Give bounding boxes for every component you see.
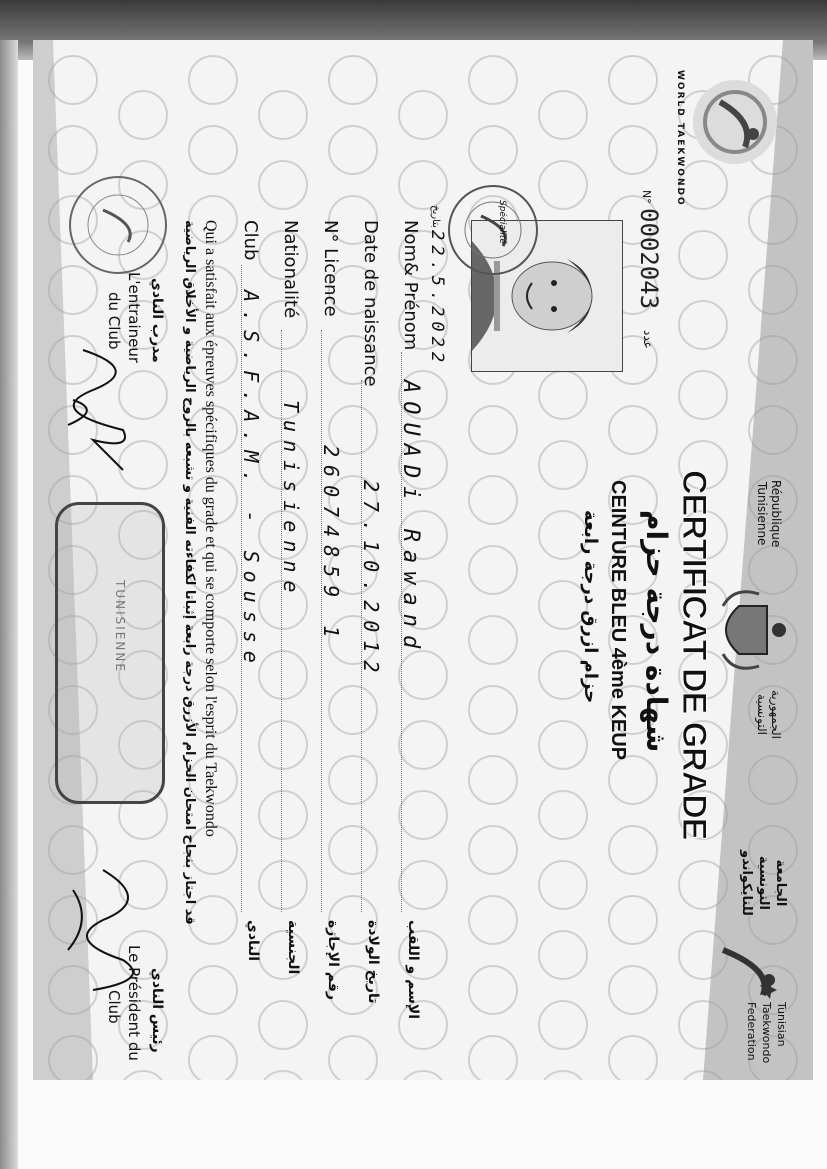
president-label-fr: Le Président du <box>125 945 143 1061</box>
coach-label-fr-2: du Club <box>105 292 123 350</box>
pattern-ring <box>539 161 587 209</box>
club-label-ar: النادي <box>245 920 261 962</box>
pattern-ring <box>259 1001 307 1049</box>
pattern-ring <box>679 371 727 419</box>
pattern-ring <box>469 406 517 454</box>
pattern-ring <box>469 966 517 1014</box>
pattern-ring <box>469 686 517 734</box>
pattern-ring <box>539 441 587 489</box>
pattern-ring <box>609 896 657 944</box>
pattern-ring <box>469 616 517 664</box>
pattern-ring <box>469 756 517 804</box>
certificate-number: 0002043 <box>635 208 663 310</box>
dob-label-ar: تاريخ الولادة <box>365 920 381 1004</box>
pattern-ring <box>469 826 517 874</box>
club-stamp <box>443 180 543 280</box>
pattern-ring <box>189 966 237 1014</box>
pattern-ring <box>609 756 657 804</box>
certificate-title-fr: CERTIFICAT DE GRADE <box>675 470 713 840</box>
coach-stamp <box>63 170 173 280</box>
name-value: AOUADi Rawand <box>398 380 423 657</box>
pattern-ring <box>469 126 517 174</box>
pattern-ring <box>259 1071 307 1080</box>
licence-label: N° Licence <box>320 220 341 317</box>
pattern-ring <box>539 91 587 139</box>
federation-stamp-text: TUNISIENNE <box>113 580 127 673</box>
nationality-label: Nationalité <box>280 220 301 319</box>
pattern-ring <box>469 1036 517 1080</box>
president-label-ar: رئيس النادي <box>149 968 165 1053</box>
republic-ar: الجمهورية التونسية <box>755 690 783 739</box>
date-label-ar: بتاريخ <box>430 205 441 228</box>
certificate <box>33 40 813 1080</box>
pattern-ring <box>679 231 727 279</box>
president-signature <box>53 860 163 1000</box>
belt-title-ar: حزام ازرق درجة رابعة <box>580 510 601 704</box>
pattern-ring <box>609 966 657 1014</box>
federation-en: Tunisian Taekwondo Federation <box>745 1002 788 1064</box>
pattern-ring <box>259 161 307 209</box>
pattern-ring <box>609 1036 657 1080</box>
name-label: Nom& Prénom <box>400 220 421 351</box>
pattern-ring <box>259 721 307 769</box>
club-label: Club <box>240 220 261 261</box>
coach-signature <box>53 340 163 480</box>
federation-stamp <box>55 502 165 804</box>
pattern-ring <box>539 861 587 909</box>
pattern-ring <box>609 826 657 874</box>
statement-fr: Qui a satisfait aux épreuves spécifiques du grade et qui se comporte selon l'esprit du Taekwondo <box>202 220 219 837</box>
pattern-ring <box>49 56 97 104</box>
pattern-ring <box>399 91 447 139</box>
certificate-number-label: N° <box>640 190 653 204</box>
pattern-ring <box>609 56 657 104</box>
pattern-ring <box>189 1036 237 1080</box>
nationality-label-ar: الجنسية <box>285 920 301 975</box>
pattern-ring <box>259 791 307 839</box>
pattern-ring <box>539 791 587 839</box>
pattern-ring <box>259 91 307 139</box>
pattern-ring <box>469 56 517 104</box>
pattern-ring <box>329 126 377 174</box>
club-stamp-text: Spécialité <box>497 200 507 244</box>
pattern-ring <box>259 651 307 699</box>
federation-logo <box>713 940 783 1000</box>
certificate-title-ar: شهادة درجة حزام <box>640 510 673 753</box>
issue-date: 22.5.2022 <box>427 230 447 368</box>
pattern-ring <box>469 546 517 594</box>
dob-value: 27.10.2012 <box>359 480 383 681</box>
pattern-ring <box>539 721 587 769</box>
pattern-ring <box>399 1071 447 1080</box>
licence-label-ar: رقم الإجازة <box>325 920 341 1000</box>
pattern-ring <box>469 476 517 524</box>
pattern-ring <box>329 686 377 734</box>
licence-value: 26074859 1 <box>319 445 343 646</box>
belt-title-fr: CEINTURE BLEU 4ème KEUP <box>607 480 629 761</box>
pattern-ring <box>259 861 307 909</box>
coach-label-fr: L'entraineur <box>125 272 143 364</box>
pattern-ring <box>399 161 447 209</box>
coat-of-arms-icon <box>709 586 789 676</box>
pattern-ring <box>119 91 167 139</box>
pattern-ring <box>329 756 377 804</box>
dob-label: Date de naissance <box>360 220 381 387</box>
world-taekwondo-text: WORLD TAEKWONDO <box>675 70 685 207</box>
pattern-ring <box>399 651 447 699</box>
pattern-ring <box>399 721 447 769</box>
pattern-ring <box>539 1071 587 1080</box>
pattern-ring <box>539 371 587 419</box>
world-taekwondo-logo <box>675 62 795 182</box>
pattern-ring <box>679 301 727 349</box>
scan-shadow-left <box>0 40 18 1169</box>
pattern-ring <box>539 931 587 979</box>
name-label-ar: الإسم و اللقب <box>405 920 421 1020</box>
pattern-ring <box>399 791 447 839</box>
nationality-value: Tunisienne <box>279 400 303 601</box>
federation-ar: الجامعة التونسية للتايكواندو <box>739 850 788 916</box>
pattern-ring <box>119 1071 167 1080</box>
coach-label-ar: مدرب النادي <box>149 278 165 363</box>
pattern-ring <box>329 1036 377 1080</box>
pattern-ring <box>609 126 657 174</box>
club-value: A.S.F.A.M. - Sousse <box>239 290 263 671</box>
pattern-ring <box>539 1001 587 1049</box>
certificate-number-ar: عدد <box>641 330 655 349</box>
pattern-ring <box>469 896 517 944</box>
pattern-ring <box>189 56 237 104</box>
pattern-ring <box>609 406 657 454</box>
pattern-ring <box>329 826 377 874</box>
president-label-fr-2: Club <box>105 990 123 1024</box>
pattern-ring <box>329 56 377 104</box>
statement-ar: قد اجتاز بنجاح امتحان الحزام الأزرق درجة رابعة إثباتا لكفاءته الفنية و تشبعه بالروح الرياضية و الأخلاق الرياضية <box>182 220 197 925</box>
republic-fr: République Tunisienne <box>755 480 783 548</box>
pattern-ring <box>399 861 447 909</box>
pattern-ring <box>189 126 237 174</box>
